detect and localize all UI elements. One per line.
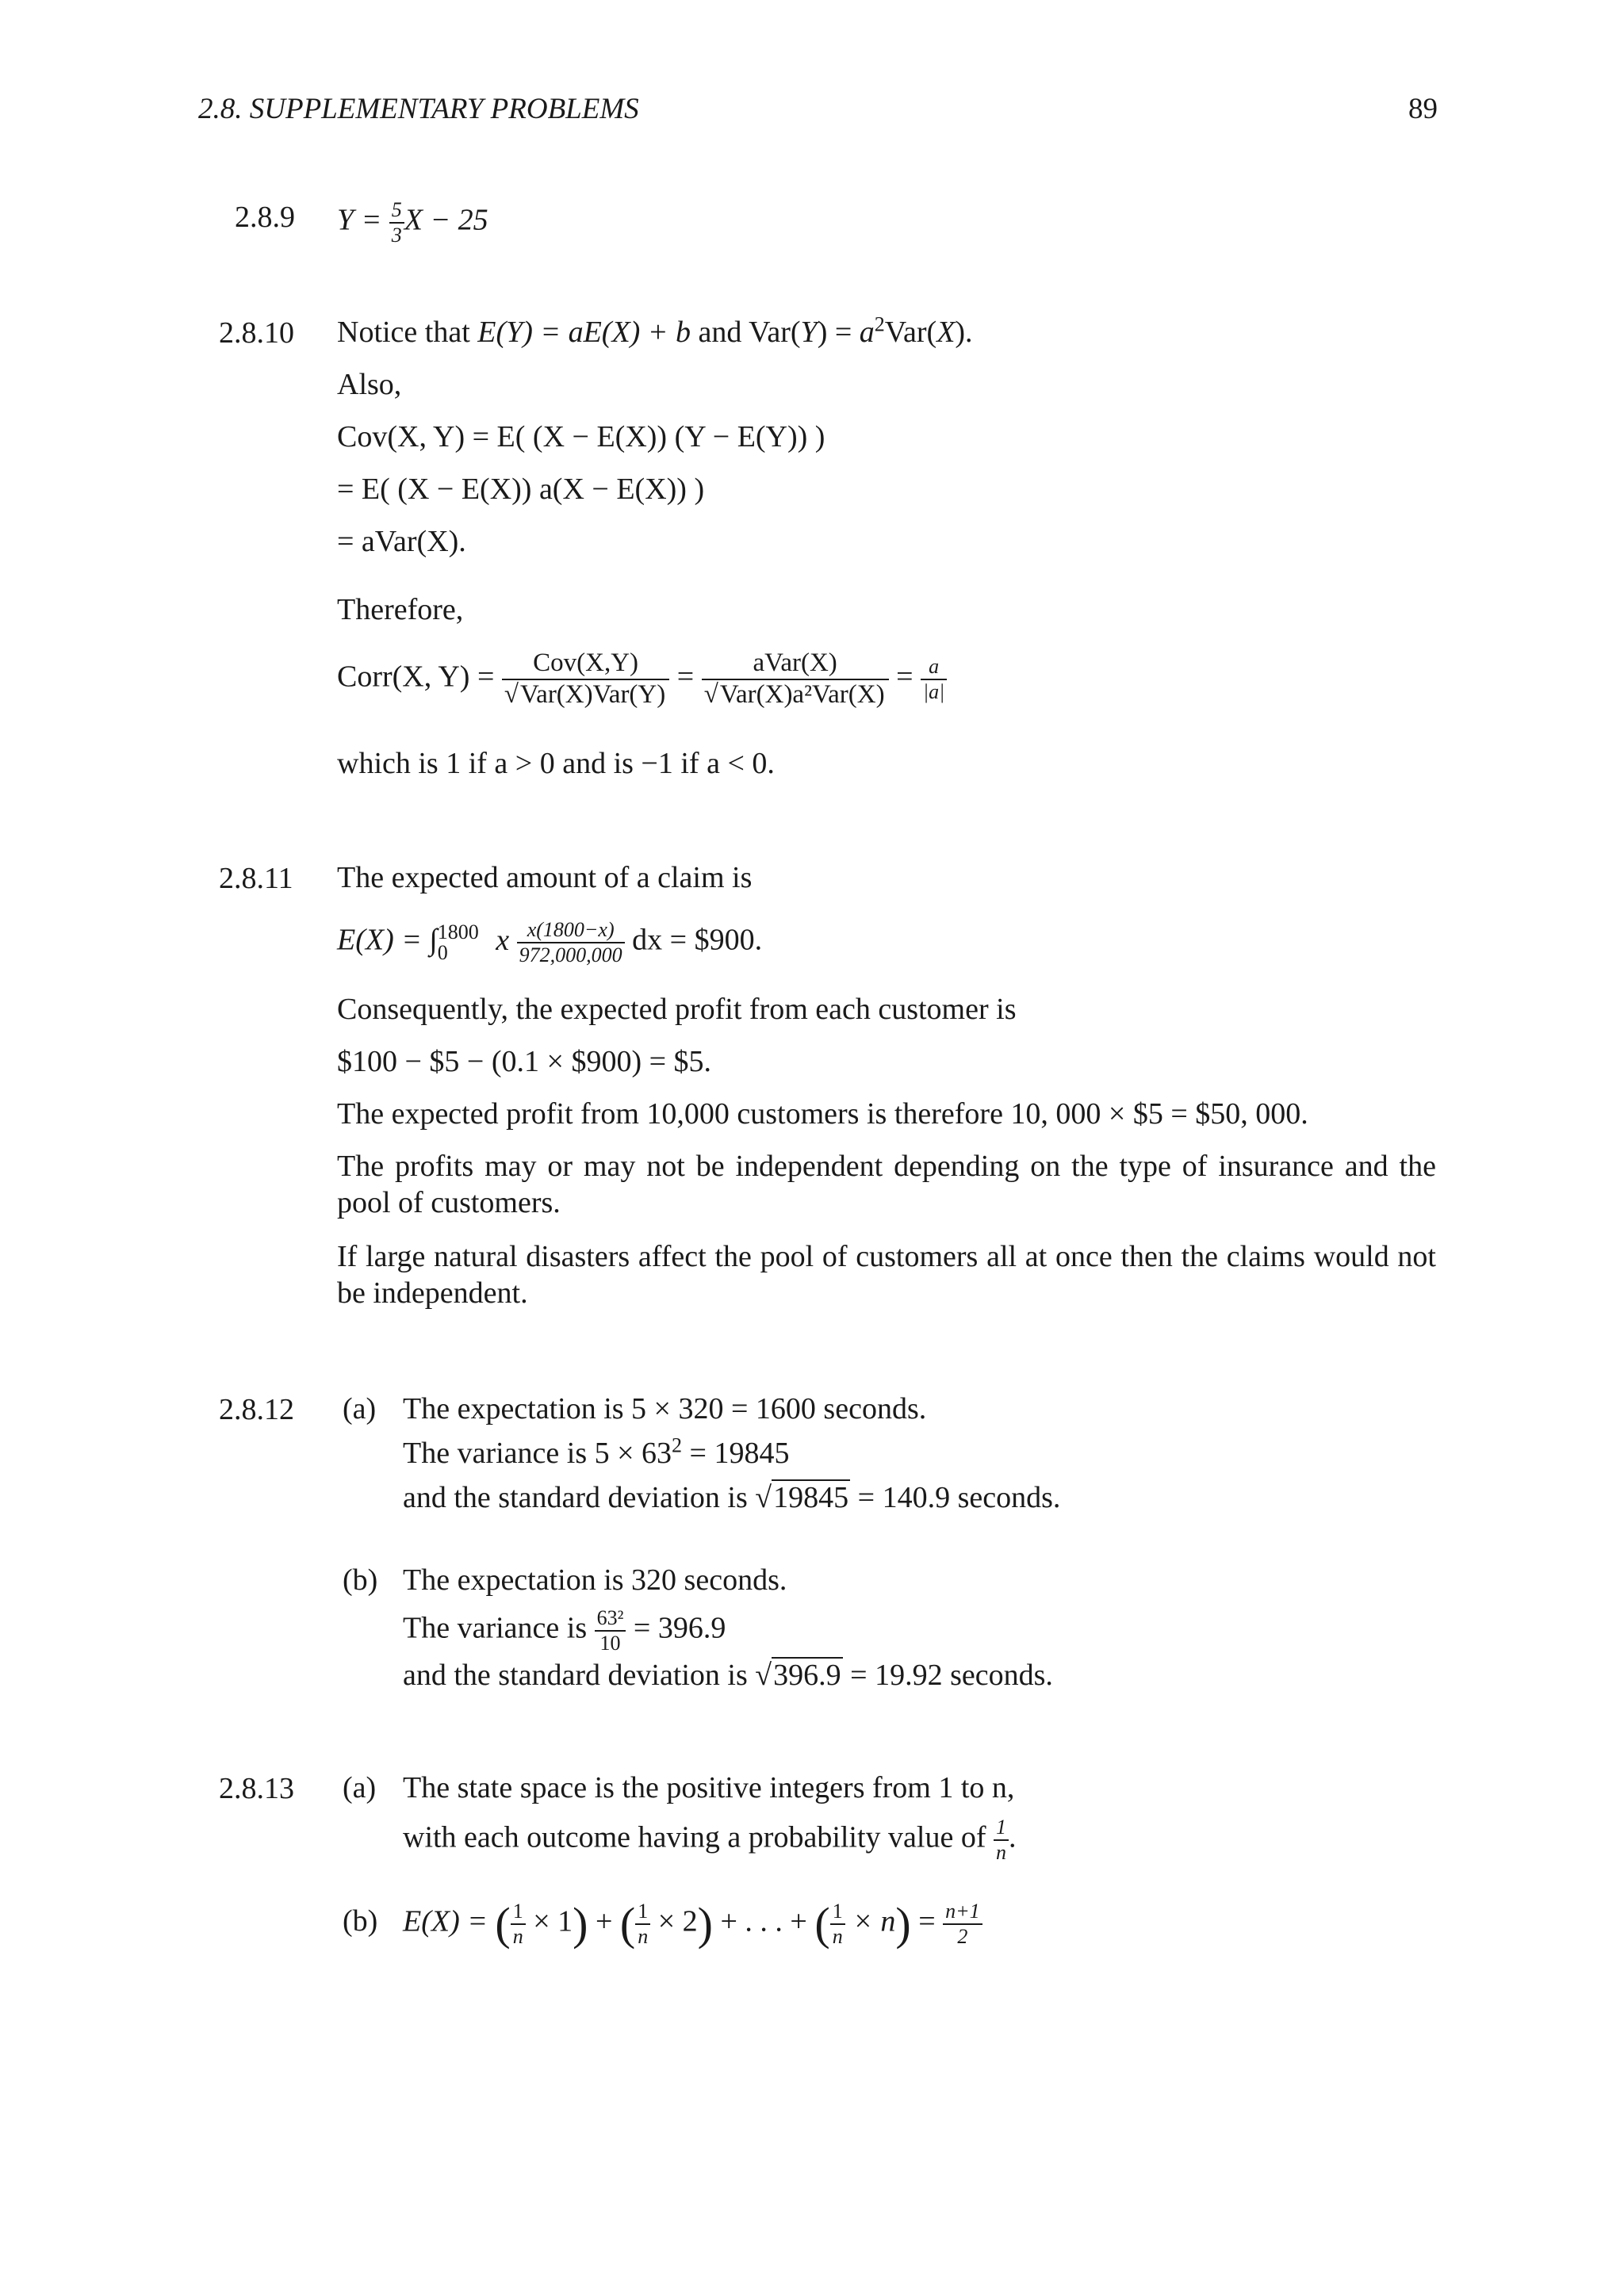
equation-line: = E( (X − E(X)) a(X − E(X)) ) [337,473,705,506]
math: Y [800,316,818,349]
fraction [830,1900,845,1949]
square-root: √396.9 [755,1659,841,1692]
radicand: 396.9 [773,1659,841,1692]
math: X [936,316,956,349]
square-root: √19845 [755,1481,849,1514]
equation-y [337,198,488,247]
radicand: Var(X)Var(Y) [520,679,666,709]
term: × n [845,1904,896,1938]
fraction [389,198,404,247]
text-line: The expectation is 320 seconds. [403,1563,787,1597]
part-label: (b) [343,1563,378,1597]
eq-lhs: Y = [337,203,389,237]
running-header: 2.8. SUPPLEMENTARY PROBLEMS [198,93,639,125]
text: Var( [884,316,937,349]
fraction [921,655,947,704]
text-paragraph: The profits may or may not be independent depending on the type of insurance and the pool of customers. [337,1150,1436,1219]
eq-lhs: E(X) = ∫ [337,923,438,957]
equation-line: = aVar(X). [337,525,466,558]
fraction [595,1606,626,1655]
math: a [859,316,875,349]
correlation-equation [337,649,947,710]
text: = 396.9 [626,1611,726,1645]
text-line [403,1606,726,1655]
text: with each outcome having a probability value of [403,1820,994,1854]
numerator: 1 [635,1900,650,1925]
denominator: 972,000,000 [519,943,622,966]
part-label: (a) [343,1392,377,1425]
denominator: n [996,1840,1006,1864]
numerator: aVar(X) [702,649,889,680]
text-line [337,314,973,350]
text: = 19845 [682,1437,790,1470]
numerator: 1 [830,1900,845,1925]
variable: x [496,923,510,957]
denominator: √Var(X)Var(Y) [504,679,666,709]
numerator: x(1800−x) [517,918,625,943]
expectation-sum [403,1897,982,1950]
paren: ) [895,1897,911,1950]
text-line: The expected amount of a claim is [337,861,753,894]
paren: ) [697,1897,713,1950]
equals: = [888,660,921,694]
text: ) = [817,316,860,349]
eq-rhs: X − 25 [404,203,488,237]
denominator: 2 [957,1924,968,1948]
text-line: which is 1 if a > 0 and is −1 if a < 0. [337,747,775,780]
paren: ( [814,1897,830,1950]
numerator: n+1 [943,1900,982,1925]
part-label: (a) [343,1771,377,1804]
equation-line: Cov(X, Y) = E( (X − E(X)) (Y − E(Y)) ) [337,420,825,453]
text-line: The expectation is 5 × 320 = 1600 seconds. [403,1392,927,1425]
numerator: 1 [994,1816,1009,1841]
text: and Var( [690,316,801,349]
text-paragraph: If large natural disasters affect the pool of customers all at once then the claims would not be independent. [337,1240,1436,1310]
superscript: 2 [672,1433,683,1457]
text: The variance is 5 × 63 [403,1437,672,1470]
math: E(Y) = aE(X) + b [477,316,691,349]
text-line: $100 − $5 − (0.1 × $900) = $5. [337,1045,712,1078]
denominator: |a| [923,679,945,703]
text-line [403,1435,789,1471]
text: = 19.92 seconds. [842,1659,1053,1692]
numerator: a [921,655,947,680]
superscript: 2 [874,312,885,336]
problem-number: 2.8.9 [235,201,295,234]
part-label: (b) [343,1904,378,1938]
lower-limit: 0 [437,940,448,964]
problem-number: 2.8.11 [219,862,293,895]
expectation-integral [337,918,762,967]
text-line: Therefore, [337,593,464,626]
eq-lhs: E(X) = [403,1904,496,1938]
ellipsis: + . . . + [713,1904,815,1938]
radicand: Var(X)a²Var(X) [719,679,885,709]
plus: + [588,1904,620,1938]
text: Notice that [337,316,478,349]
problem-number: 2.8.13 [219,1772,294,1805]
numerator: 63² [595,1606,626,1632]
text-line [403,1479,1060,1516]
denominator: 10 [599,1631,621,1655]
text: The variance is [403,1611,595,1645]
fraction [702,649,889,710]
integral-limits [438,922,479,963]
numerator: 1 [511,1900,526,1925]
denominator: √Var(X)a²Var(X) [703,679,885,709]
fraction [994,1816,1009,1865]
fraction [635,1900,650,1949]
text: and the standard deviation is [403,1481,756,1514]
text-line: The state space is the positive integers from 1 to n, [403,1771,1015,1804]
problem-number: 2.8.12 [219,1393,294,1426]
numerator: 5 [389,198,404,224]
denominator: n [512,1924,523,1948]
denominator: 3 [391,223,402,247]
page-number: 89 [1408,93,1438,125]
radicand: 19845 [773,1481,849,1514]
equals: = [910,1904,944,1938]
equals: = [669,660,702,694]
text: = 140.9 seconds. [850,1481,1061,1514]
text-line [403,1816,1017,1865]
fraction [502,649,669,710]
denominator: n [638,1924,649,1948]
problem-number: 2.8.10 [219,316,294,350]
eq-lhs: Corr(X, Y) = [337,660,502,694]
text-line: The expected profit from 10,000 customers is therefore 10, 000 × $5 = $50, 000. [337,1097,1308,1131]
paren: ( [619,1897,636,1950]
text: ). [955,316,973,349]
text-line [403,1657,1053,1693]
fraction [517,918,625,967]
fraction [943,1900,982,1949]
text-line: Consequently, the expected profit from each customer is [337,993,1017,1026]
term: × 2 [650,1904,698,1938]
eq-rhs: dx = $900. [632,923,763,957]
fraction [511,1900,526,1949]
text-line: Also, [337,368,402,401]
upper-limit: 1800 [437,920,479,943]
paren: ( [495,1897,511,1950]
denominator: n [832,1924,843,1948]
text: . [1009,1820,1017,1854]
paren: ) [573,1897,588,1950]
numerator: Cov(X,Y) [502,649,669,680]
text: and the standard deviation is [403,1659,756,1692]
term: × 1 [525,1904,573,1938]
